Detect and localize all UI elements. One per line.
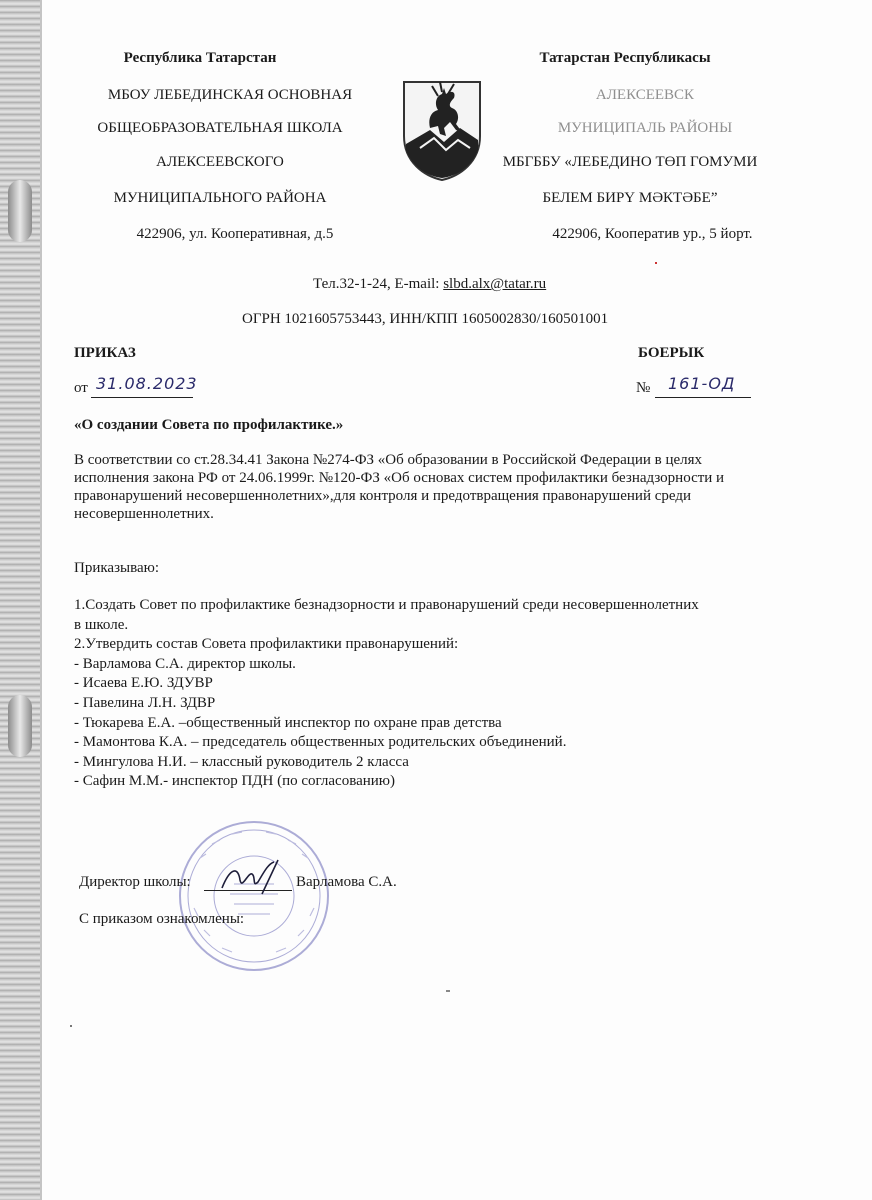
contact-phone: Тел.32-1-24, E-mail:: [313, 276, 444, 292]
director-signature: [218, 858, 284, 898]
header-right-line1: АЛЕКСЕЕВСК: [595, 87, 695, 103]
list-item: 2.Утвердить состав Совета профилактики правонарушений:: [74, 636, 459, 653]
director-name: Варламова С.А.: [296, 874, 397, 890]
acknowledged-label: С приказом ознакомлены:: [79, 911, 245, 927]
header-left-address: 422906, ул. Кооперативная, д.5: [136, 226, 334, 242]
header-left-line4: МУНИЦИПАЛЬНОГО РАЙОНА: [113, 190, 327, 206]
director-label: Директор школы:: [79, 874, 191, 890]
list-item: 1.Создать Совет по профилактике безнадзорности и правонарушений среди несовершеннолетних: [74, 597, 699, 613]
header-right-line3: МБГББУ «ЛЕБЕДИНО ТӨП ГОМУМИ: [502, 154, 758, 170]
number-underline: [655, 397, 751, 398]
list-item: - Павелина Л.Н. ЗДВР: [74, 694, 216, 711]
header-right-line4: БЕЛЕМ БИРҮ МӘКТӘБЕ”: [542, 190, 718, 206]
number-prefix: №: [636, 380, 651, 396]
email-link[interactable]: slbd.alx@tatar.ru: [443, 276, 547, 292]
scan-speck: [655, 262, 657, 264]
scan-speck: [446, 990, 450, 992]
header-right-address: 422906, Кооператив ур., 5 йорт.: [552, 226, 753, 242]
punch-hole-top: [8, 180, 32, 242]
contact-line: [313, 276, 546, 293]
list-item: - Варламова С.А. директор школы.: [74, 655, 296, 672]
coat-of-arms-emblem: [400, 78, 484, 182]
header-left-line1: МБОУ ЛЕБЕДИНСКАЯ ОСНОВНАЯ: [107, 87, 353, 103]
list-item: - Тюкарева Е.А. –общественный инспектор по охране прав детства: [74, 714, 502, 731]
list-item: - Сафин М.М.- инспектор ПДН (по согласованию): [74, 773, 396, 790]
list-item: - Мингулова Н.И. – классный руководитель 2 класса: [74, 753, 409, 770]
ogrn-line: ОГРН 1021605753443, ИНН/КПП 1605002830/160501001: [242, 311, 609, 327]
list-item: - Исаева Е.Ю. ЗДУВР: [74, 675, 213, 692]
handwritten-number: 161-ОД: [668, 374, 736, 393]
command-text: Приказываю:: [74, 560, 159, 576]
order-items-list: [74, 596, 814, 792]
order-subject: «О создании Совета по профилактике.»: [74, 417, 344, 433]
header-left-line2: ОБЩЕОБРАЗОВАТЕЛЬНАЯ ШКОЛА: [97, 120, 343, 136]
scan-speck: [70, 1025, 72, 1027]
binder-edge: [40, 0, 42, 1200]
punch-hole-bottom: [8, 695, 32, 757]
order-title-ru: ПРИКАЗ: [74, 345, 136, 361]
date-prefix: от: [74, 380, 88, 396]
header-left-line3: АЛЕКСЕЕВСКОГО: [156, 154, 284, 170]
handwritten-date: 31.08.2023: [96, 374, 198, 393]
list-item: - Мамонтова К.А. – председатель общественных родительских объединений.: [74, 734, 567, 751]
preamble-paragraph: В соответствии со ст.28.34.41 Закона №274-ФЗ «Об образовании в Российской Федерации в целях исполнения закона РФ от 24.06.1999г. №120-ФЗ «Об основах систем профилактики безнадзорности и правонарушений несовершеннолетних»,для контроля и предотвращения правонарушений среди несовершеннолетних.: [74, 452, 725, 522]
header-left-republic: Республика Татарстан: [123, 50, 277, 66]
list-item: в школе.: [74, 616, 129, 633]
header-right-republic: Татарстан Республикасы: [539, 50, 711, 66]
date-underline: [91, 397, 193, 398]
header-right-line2: МУНИЦИПАЛЬ РАЙОНЫ: [557, 120, 733, 136]
order-title-tt: БОЕРЫК: [638, 345, 705, 361]
